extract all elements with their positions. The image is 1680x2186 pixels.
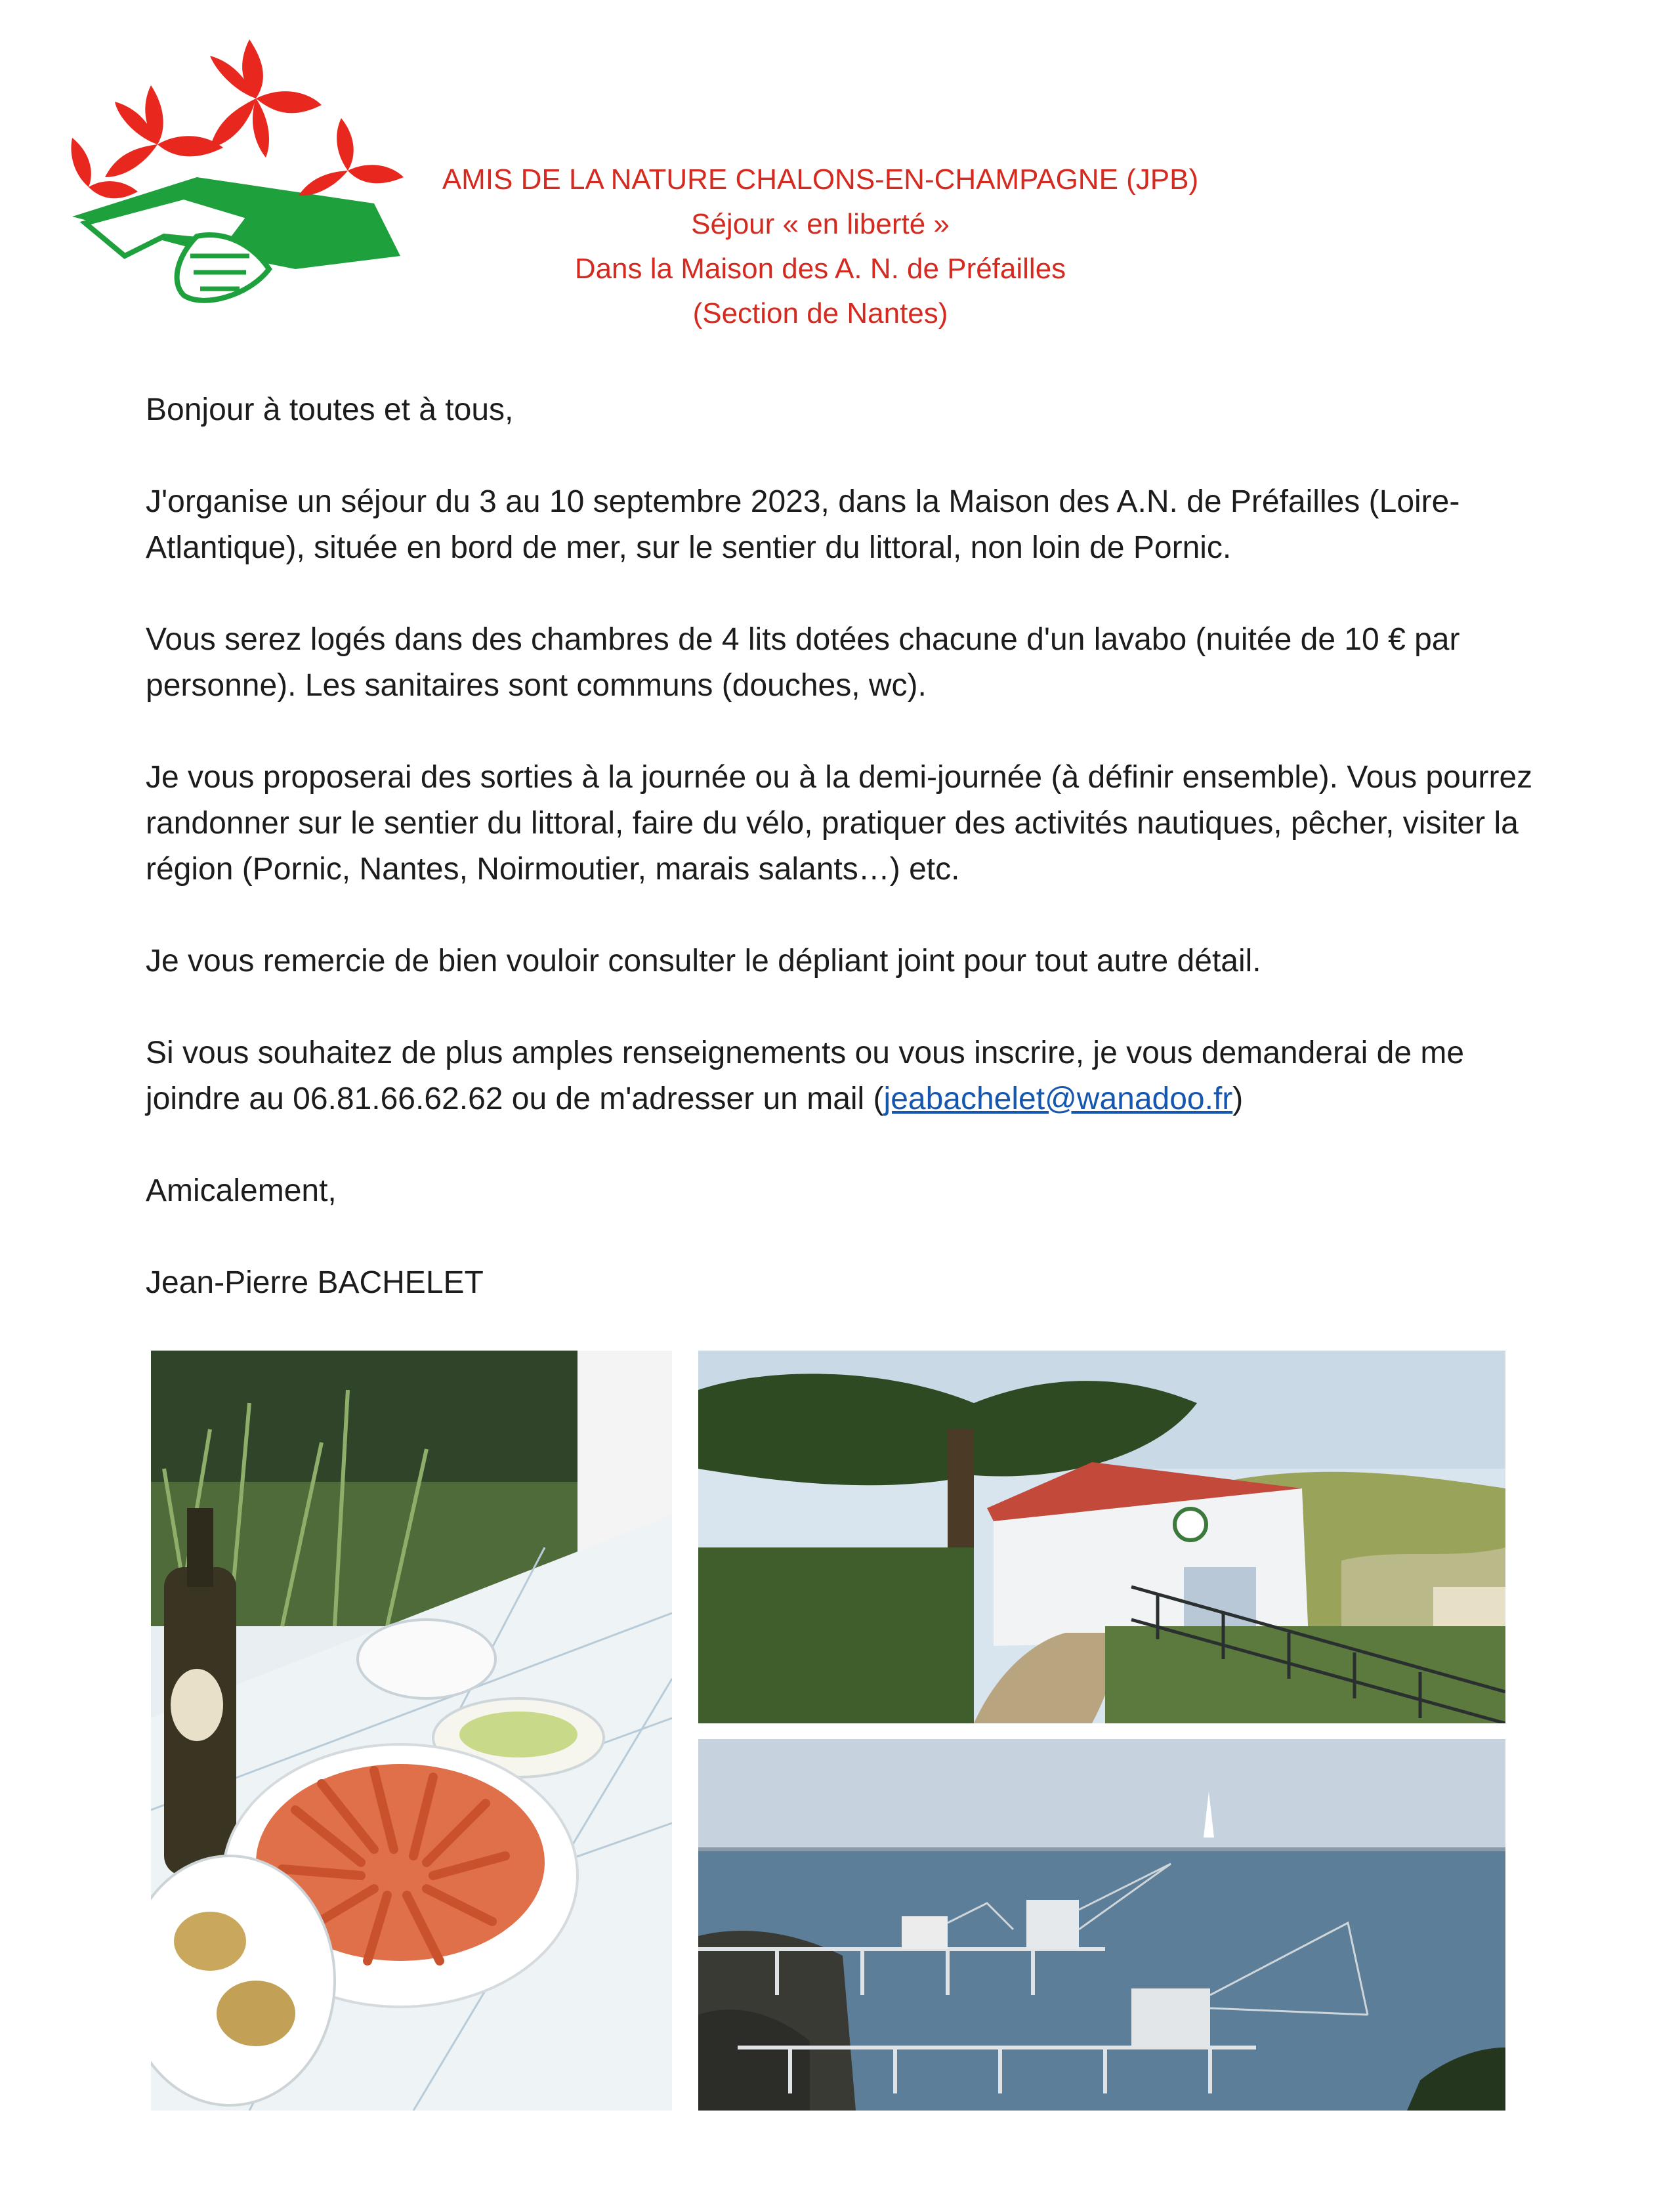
amis-de-la-nature-logo — [33, 20, 413, 328]
paragraph-leaflet: Je vous remercie de bien vouloir consulter le dépliant joint pour tout autre détail. — [146, 944, 1261, 978]
email-link[interactable]: jeabachelet@wanadoo.fr — [883, 1082, 1233, 1116]
paragraph-dates: J'organise un séjour du 3 au 10 septembre 2023, dans la Maison des A.N. de Préfailles (Loire-Atlantique), située en bord de mer, sur le sentier du littoral, non loin de Pornic. — [146, 484, 1460, 565]
stay-title: Séjour « en liberté » — [691, 208, 950, 240]
contact-text: Si vous souhaitez de plus amples renseignements ou vous inscrire, je vous demanderai de me joindre au 06.81.66.62.62 ou de m'adresser un mail ( — [146, 1036, 1465, 1116]
flowers-handshake-icon — [33, 20, 413, 328]
greeting: Bonjour à toutes et à tous, — [146, 392, 514, 427]
seafood-table-photo — [151, 1351, 672, 2111]
paragraph-activities: Je vous proposerai des sorties à la journée ou à la demi-journée (à définir ensemble). Vous pourrez randonner sur le sentier du littoral, faire du vélo, pratiquer des activités nautiques, pêcher, visiter la région (Pornic, Nantes, Noirmoutier, marais salants…) etc. — [146, 760, 1533, 887]
closing: Amicalement, — [146, 1173, 337, 1208]
document-header — [368, 158, 1273, 336]
stay-location: Dans la Maison des A. N. de Préfailles — [574, 253, 1066, 285]
nature-house-photo — [698, 1351, 1505, 1723]
association-title: AMIS DE LA NATURE CHALONS-EN-CHAMPAGNE (JPB) — [442, 163, 1199, 196]
fishing-huts-photo — [698, 1739, 1505, 2111]
paragraph-contact — [146, 1030, 1550, 1122]
contact-text-end: ) — [1232, 1082, 1244, 1116]
signature: Jean-Pierre BACHELET — [146, 1265, 484, 1300]
section-name: (Section de Nantes) — [692, 297, 948, 329]
letter-body — [146, 387, 1550, 1306]
paragraph-lodging: Vous serez logés dans des chambres de 4 lits dotées chacune d'un lavabo (nuitée de 10 € par personne). Les sanitaires sont communs (douches, wc). — [146, 622, 1460, 703]
